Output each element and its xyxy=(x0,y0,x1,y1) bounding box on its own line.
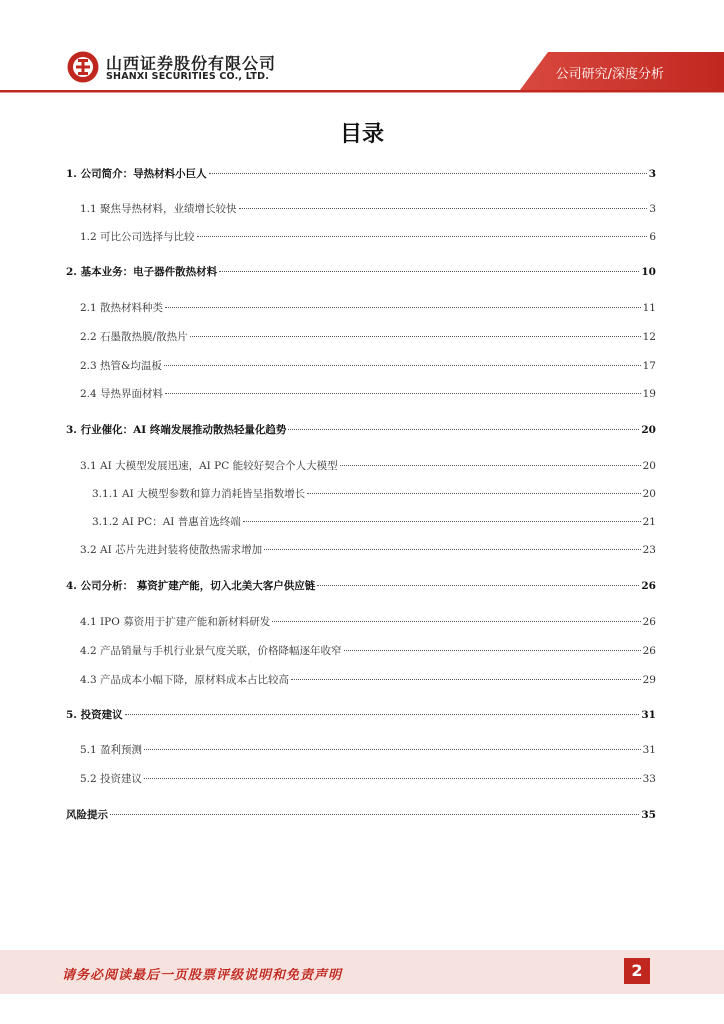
toc-entry[interactable]: 1. 公司简介：导热材料小巨人 3 xyxy=(66,168,656,180)
toc-entry[interactable]: 2. 基本业务：电子器件散热材料 10 xyxy=(66,266,656,278)
toc-entry[interactable]: 1.1 聚焦导热材料，业绩增长较快 3 xyxy=(80,203,656,215)
toc-entry[interactable]: 3. 行业催化：AI 终端发展推动散热轻量化趋势 20 xyxy=(66,424,656,436)
page-footer xyxy=(0,950,724,994)
company-name-cn: 山西证券股份有限公司 xyxy=(106,54,277,73)
toc-entry[interactable]: 4.3 产品成本小幅下降，原材料成本占比较高 29 xyxy=(80,674,656,686)
toc-entry[interactable]: 5. 投资建议 31 xyxy=(66,709,656,721)
toc-title: 目录 xyxy=(339,122,384,147)
toc-entry[interactable]: 4.1 IPO 募资用于扩建产能和新材料研发 26 xyxy=(80,616,656,628)
toc-entry[interactable]: 3.1 AI 大模型发展迅速，AI PC 能较好契合个人大模型 20 xyxy=(80,460,656,472)
toc-entry[interactable]: 4. 公司分析： 募资扩建产能，切入北美大客户供应链 26 xyxy=(66,580,656,592)
toc-entry[interactable]: 2.4 导热界面材料 19 xyxy=(80,388,656,400)
toc-entry[interactable]: 风险提示 35 xyxy=(66,809,656,821)
disclaimer-notice: 请务必阅读最后一页股票评级说明和免责声明 xyxy=(62,968,343,983)
toc-entry[interactable]: 5.1 盈利预测 31 xyxy=(80,744,656,756)
toc-entry[interactable]: 1.2 可比公司选择与比较 6 xyxy=(80,231,656,243)
toc-entry[interactable]: 3.2 AI 芯片先进封装将使散热需求增加 23 xyxy=(80,544,656,556)
company-logo-icon xyxy=(66,50,100,84)
toc-entry[interactable]: 2.1 散热材料种类 11 xyxy=(80,302,656,314)
report-section-label: 公司研究/深度分析 xyxy=(555,67,664,82)
company-name-en: SHANXI SECURITIES CO., LTD. xyxy=(106,71,270,82)
toc-entry[interactable]: 4.2 产品销量与手机行业景气度关联，价格降幅逐年收窄 26 xyxy=(80,645,656,657)
toc-entry[interactable]: 2.2 石墨散热膜/散热片 12 xyxy=(80,331,656,343)
toc-entry[interactable]: 3.1.2 AI PC：AI 普惠首选终端 21 xyxy=(92,516,656,528)
toc-entry[interactable]: 3.1.1 AI 大模型参数和算力消耗皆呈指数增长 20 xyxy=(92,488,656,500)
page-number: 2 xyxy=(624,958,650,984)
header-banner xyxy=(0,0,724,100)
page-header xyxy=(0,0,724,100)
toc-entry[interactable]: 2.3 热管&均温板 17 xyxy=(80,360,656,372)
toc-entry[interactable]: 5.2 投资建议 33 xyxy=(80,773,656,785)
